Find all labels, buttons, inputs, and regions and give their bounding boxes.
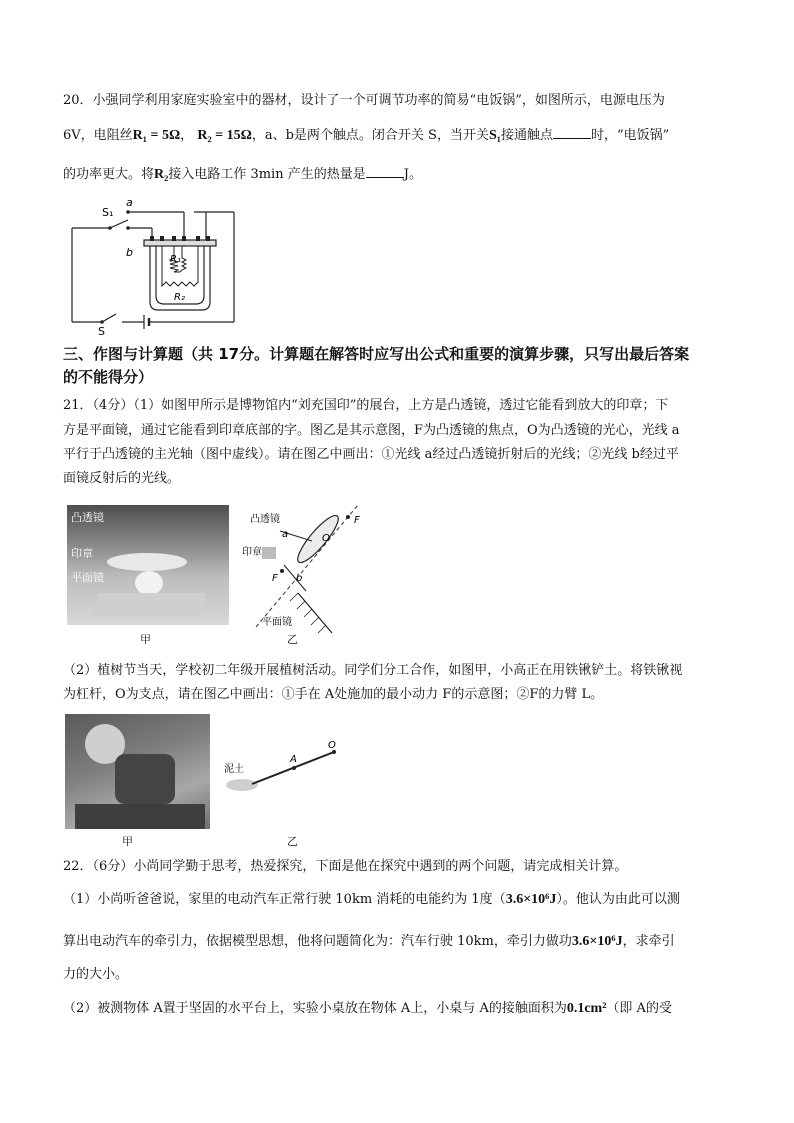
q20-text: 时，“电饭锅” xyxy=(590,128,670,143)
contact-a xyxy=(126,210,130,214)
terminal-board xyxy=(144,240,216,246)
q22-text: （即 A的受 xyxy=(606,1001,672,1016)
caption-yi-1: 乙 xyxy=(287,633,298,646)
q22-line-1: 22．（6分）小尚同学勤于思考，热爱探究，下面是他在探究中遇到的两个问题，请完成相关计算。 xyxy=(63,859,628,874)
section-3-heading-line-2: 的不能得分） xyxy=(63,368,154,386)
q20-text: 接入电路工作 3min 产生的热量是 xyxy=(168,167,366,182)
label-a: a xyxy=(282,529,289,540)
caption-jia-2: 甲 xyxy=(122,835,133,848)
label-f-lower: F xyxy=(272,573,278,584)
focus-upper xyxy=(346,515,350,519)
shovel-lever-diagram xyxy=(222,740,352,800)
q20-text: 6V，电阻丝 xyxy=(63,128,133,143)
q22-text: （1）小尚听爸爸说，家里的电动汽车正常行驶 10km 消耗的电能约为 1度（ xyxy=(63,892,506,907)
photo-label-lens: 凸透镜 xyxy=(71,511,104,524)
label-o: O xyxy=(328,740,336,751)
ray-b xyxy=(284,565,306,591)
q20-text: J。 xyxy=(403,167,422,182)
lens-shape xyxy=(107,553,187,571)
label-b: b xyxy=(126,246,133,259)
energy-value: 3.6×10⁶J xyxy=(505,892,557,907)
r2-coil xyxy=(162,246,198,286)
answer-blank xyxy=(366,164,404,178)
terminal xyxy=(150,236,154,241)
seal-label: 印章 xyxy=(242,547,262,558)
point-a xyxy=(292,766,296,770)
switch-pivot xyxy=(108,226,112,230)
q21-p1-line-3: 平行于凸透镜的主光轴（图中虚线）。请在图乙中画出：①光线 a经过凸透镜折射后的光线；②光线 b经过平 xyxy=(63,447,679,462)
terminal xyxy=(160,236,164,241)
q22-line-4: 力的大小。 xyxy=(63,967,129,982)
r2-formula: R₂ = 15Ω xyxy=(197,128,252,143)
q21-p2-line-2: 为杠杆，O为支点，请在图乙中画出：①手在 A处施加的最小动力 F的示意图；②F的力臂 L。 xyxy=(63,687,604,702)
q20-text: 的功率更大。将 xyxy=(63,167,155,182)
tree-planting-photo xyxy=(65,714,210,829)
label-r1: R₁ xyxy=(170,254,181,265)
q20-text: 接通触点 xyxy=(500,128,553,143)
q22-text: ，求牵引 xyxy=(622,934,675,949)
q22-text: 算出电动汽车的牵引力，依据模型思想，他将问题简化为：汽车行驶 10km，牵引力做功 xyxy=(63,934,572,949)
focus-lower xyxy=(280,569,284,573)
terminal xyxy=(182,236,186,241)
q22-line-2 xyxy=(63,891,680,909)
seal-shape xyxy=(135,571,163,595)
work-value: 3.6×10⁶J xyxy=(571,934,623,949)
q21-p1-line-4: 面镜反射后的光线。 xyxy=(63,471,181,486)
terminal xyxy=(172,236,176,241)
photo-label-seal: 印章 xyxy=(71,547,93,560)
r2-symbol: R₂ xyxy=(154,167,169,182)
caption-jia-1: 甲 xyxy=(140,633,151,646)
switch-s-blade xyxy=(102,314,116,322)
r1-formula: R₁ = 5Ω xyxy=(132,128,181,143)
label-o: O xyxy=(322,533,330,544)
q20-line-1: 20．小强同学利用家庭实验室中的器材，设计了一个可调节功率的简易“电饭锅”，如图所示，电源电压为 xyxy=(63,93,665,108)
label-a: a xyxy=(126,196,133,209)
contact-b xyxy=(126,226,130,230)
q22-text: （2）被测物体 A置于坚固的水平台上，实验小桌放在物体 A上，小桌与 A的接触面积为 xyxy=(63,1001,567,1016)
label-f-upper: F xyxy=(354,515,360,526)
mirror-shape xyxy=(92,593,206,617)
convex-lens xyxy=(293,511,344,567)
q22-text: ）。他认为由此可以测 xyxy=(556,892,680,907)
q22-line-5 xyxy=(63,1000,672,1018)
soil-ground xyxy=(75,804,205,829)
s1-symbol: S₁ xyxy=(488,128,501,143)
plane-mirror xyxy=(298,593,332,633)
terminal xyxy=(206,236,210,241)
q20-text: ，a、b是两个触点。闭合开关 S，当开关 xyxy=(251,128,489,143)
caption-yi-2: 乙 xyxy=(287,835,298,848)
soil-label: 泥土 xyxy=(224,764,244,775)
q21-p2-line-1: （2）植树节当天，学校初二年级开展植树活动。同学们分工合作，如图甲，小高正在用铁锹铲土。将铁锹视 xyxy=(63,663,683,678)
q20-line-2 xyxy=(63,125,669,145)
photo-label-mirror: 平面镜 xyxy=(71,571,104,584)
q22-line-3 xyxy=(63,933,675,951)
soil-shape xyxy=(226,779,258,791)
lens-label: 凸透镜 xyxy=(250,514,280,525)
answer-blank xyxy=(553,125,591,139)
label-a: A xyxy=(290,754,297,765)
terminal xyxy=(196,236,200,241)
label-s: S xyxy=(98,325,105,336)
lens-mirror-diagram xyxy=(240,505,380,645)
section-3-heading-line-1: 三、作图与计算题（共 17分。计算题在解答时应写出公式和重要的演算步骤，只写出最后答案 xyxy=(63,345,690,363)
q20-text: ， xyxy=(180,128,194,143)
seal-block xyxy=(262,547,276,559)
switch-s-pivot xyxy=(100,320,104,324)
q21-p1-line-1: 21．（4分）（1）如图甲所示是博物馆内“刘充国印”的展台，上方是凸透镜，透过它能看到放大的印章；下 xyxy=(63,398,669,413)
label-r2: R₂ xyxy=(174,292,185,303)
area-value: 0.1cm² xyxy=(566,1001,607,1016)
museum-seal-photo xyxy=(67,505,229,625)
label-b: b xyxy=(296,573,303,584)
mirror-hatching xyxy=(290,593,326,633)
q20-line-3 xyxy=(63,164,422,184)
circuit-diagram xyxy=(66,194,256,336)
q21-p1-line-2: 方是平面镜，通过它能看到印章底部的字。图乙是其示意图，F为凸透镜的焦点，O为凸透镜的光心，光线 a xyxy=(63,423,680,438)
switch-s1-blade xyxy=(110,220,128,228)
label-s1: S₁ xyxy=(102,206,114,219)
mirror-label: 平面镜 xyxy=(262,617,292,628)
person-body xyxy=(115,754,175,804)
